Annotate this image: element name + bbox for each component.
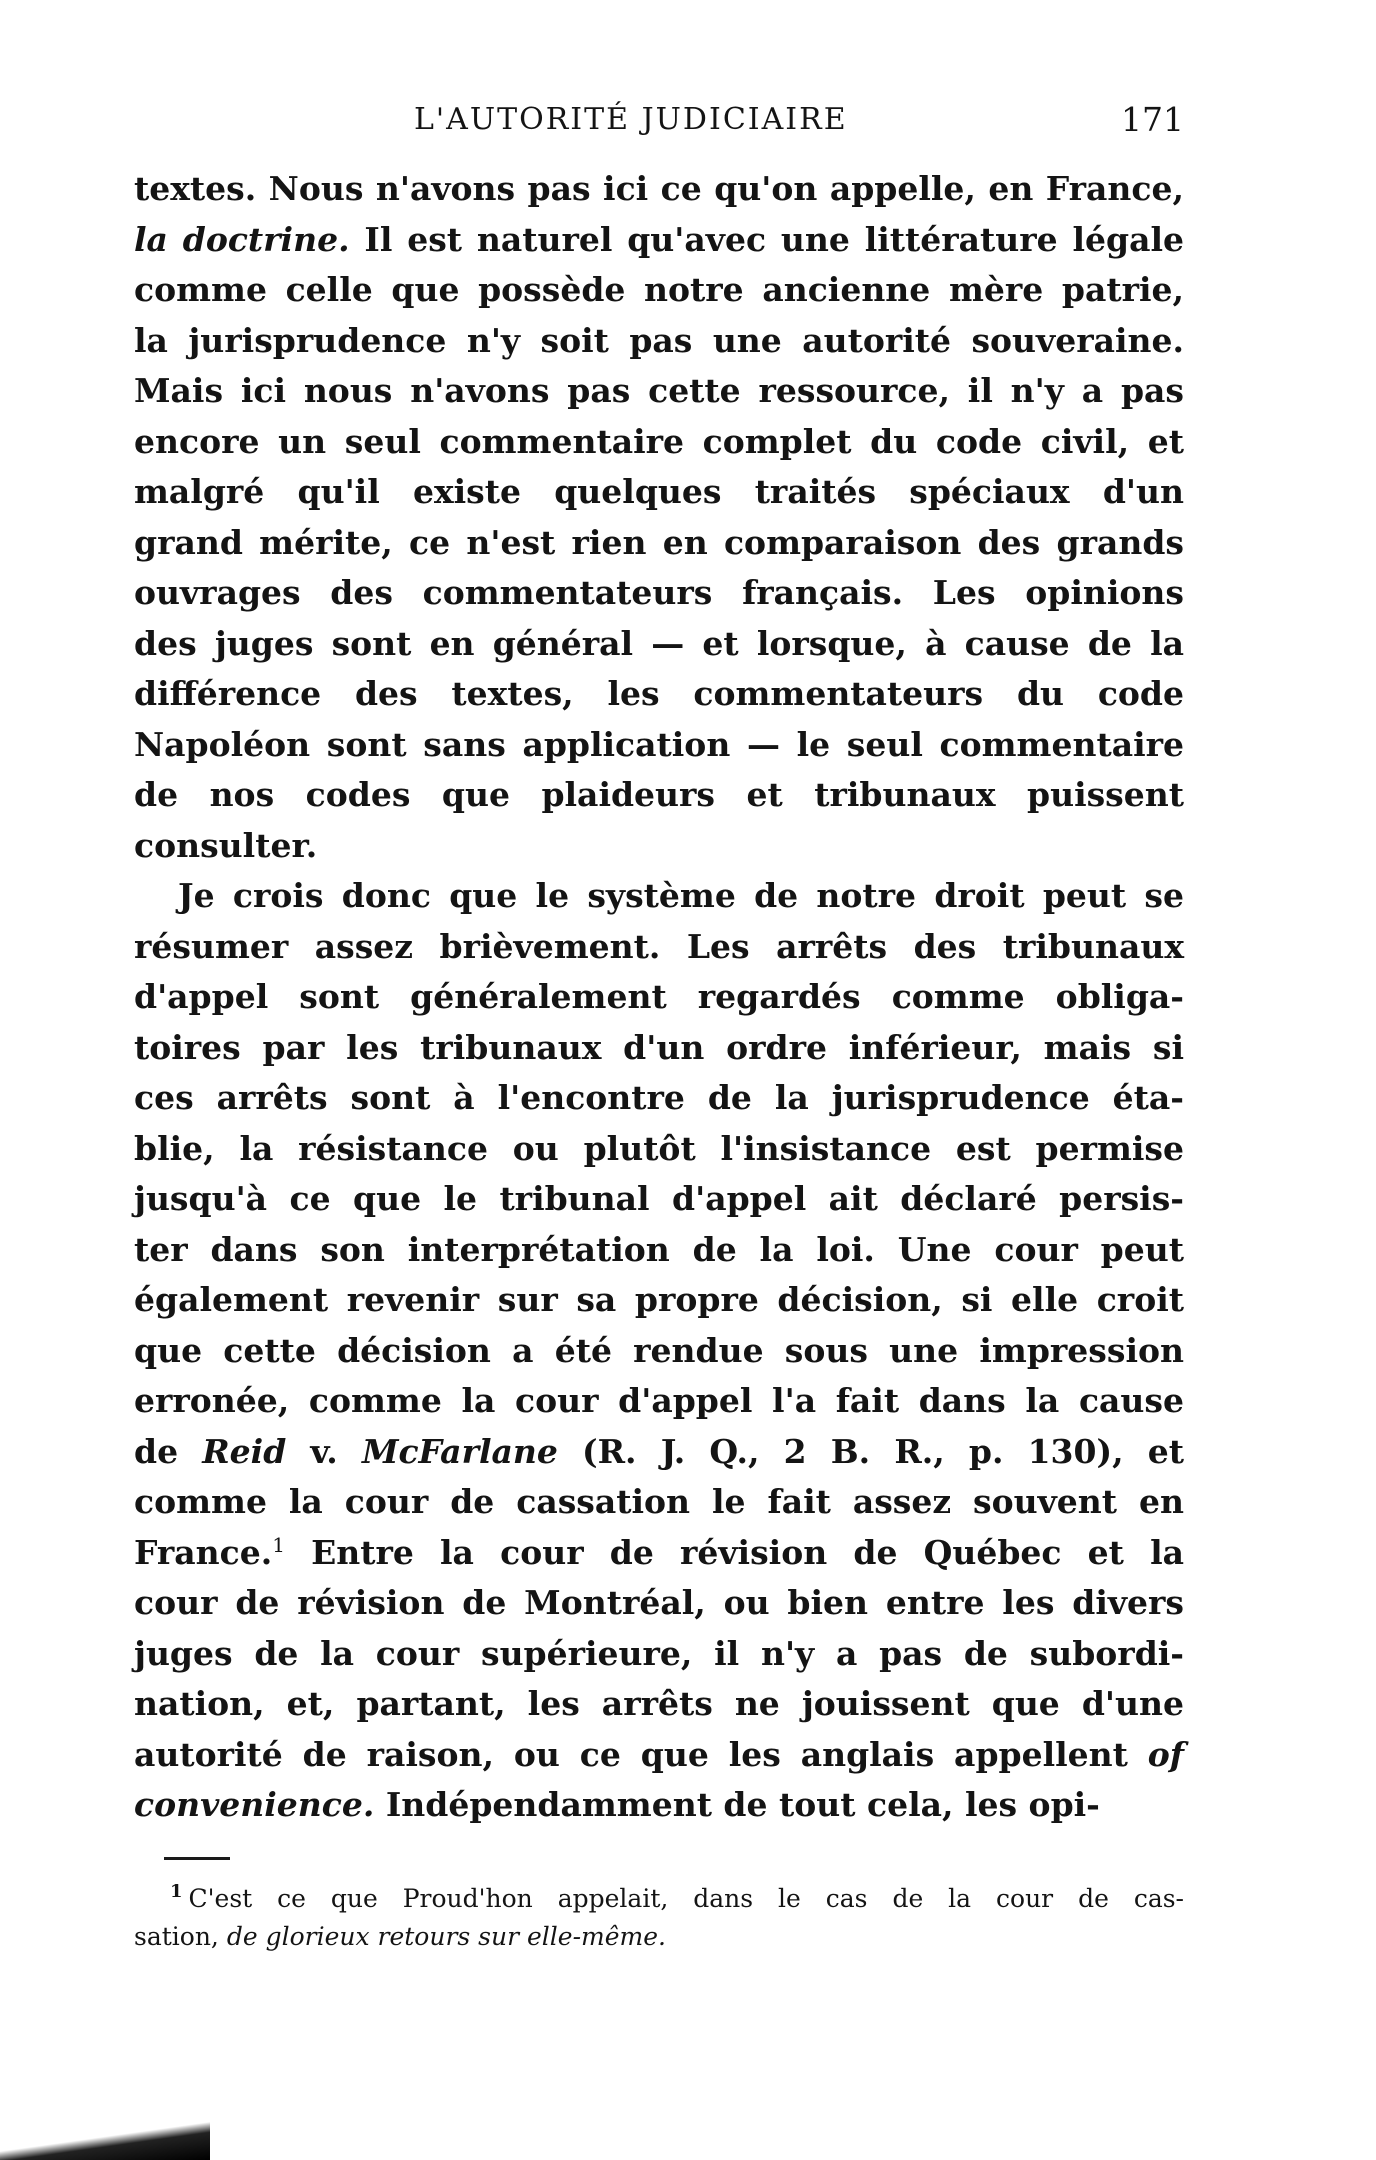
text-run: Indépendamment de tout cela, les opi- — [374, 1785, 1100, 1824]
paragraph-1 — [134, 164, 1184, 871]
text-run: textes. Nous n'avons pas ici ce qu'on appelle, en France, — [134, 169, 1184, 208]
text-line: de nos codes que plaideurs et tribunaux puissent — [134, 775, 1184, 814]
text-run: autorité de raison, ou ce que les anglais appellent — [134, 1734, 1148, 1774]
text-line — [134, 164, 1184, 215]
footnote — [134, 1880, 1184, 1956]
body-text — [134, 164, 1184, 1831]
text-run: (R. J. Q., 2 B. R., p. 130), et — [557, 1431, 1184, 1471]
text-line: blie, la résistance ou plutôt l'insistance est permise — [134, 1128, 1184, 1168]
text-line: comme la cour de cassation le fait assez souvent en — [134, 1482, 1184, 1521]
text-line: erronée, comme la cour d'appel l'a fait dans la cause — [134, 1381, 1184, 1420]
text-line: Napoléon sont sans application — le seul commentaire — [134, 724, 1184, 764]
text-run: de — [134, 1431, 203, 1471]
text-line: consulter. — [134, 825, 318, 865]
italic-term: of — [1147, 1734, 1184, 1774]
text-line: cour de révision de Montréal, ou bien entre les divers — [134, 1583, 1184, 1622]
book-page — [134, 90, 1184, 1956]
text-line: nation, et, partant, les arrêts ne jouissent que d'une — [134, 1684, 1184, 1723]
text-run: Entre la cour de révision de Québec et la — [284, 1532, 1184, 1572]
text-line: juges de la cour supérieure, il n'y a pas de subordi- — [134, 1633, 1184, 1673]
text-line: toires par les tribunaux d'un ordre inférieur, mais si — [134, 1027, 1184, 1067]
footnote-divider — [164, 1857, 230, 1860]
footnote-reference: 1 — [272, 1532, 285, 1557]
text-run: C'est ce que Proud'hon appelait, dans le cas de la cour de cas- — [188, 1883, 1184, 1913]
text-line — [134, 215, 1184, 266]
text-line: ouvrages des commentateurs français. Les opinions — [134, 573, 1184, 612]
text-line: Mais ici nous n'avons pas cette ressource, il n'y a pas — [134, 371, 1184, 410]
text-line: résumer assez brièvement. Les arrêts des tribunaux — [134, 926, 1184, 966]
text-line: des juges sont en général — et lorsque, à cause de la — [134, 623, 1184, 663]
text-line: comme celle que possède notre ancienne mère patrie, — [134, 270, 1184, 309]
page-number: 171 — [1121, 100, 1184, 139]
footnote-line — [134, 1918, 1184, 1956]
text-line: malgré qu'il existe quelques traités spéciaux d'un — [134, 472, 1184, 511]
text-line: que cette décision a été rendue sous une impression — [134, 1330, 1184, 1370]
text-line — [134, 1780, 1184, 1831]
text-line: la jurisprudence n'y soit pas une autorité souveraine. — [134, 320, 1184, 360]
text-line: encore un seul commentaire complet du code civil, et — [134, 421, 1184, 461]
text-line: jusqu'à ce que le tribunal d'appel ait déclaré persis- — [134, 1179, 1184, 1218]
case-name-italic: Reid — [202, 1431, 287, 1471]
scan-edge-shadow — [0, 2120, 210, 2160]
text-line — [134, 1427, 1184, 1478]
text-line: également revenir sur sa propre décision, si elle croit — [134, 1280, 1184, 1319]
footnote-line — [134, 1880, 1184, 1918]
footnote-marker: 1 — [170, 1880, 183, 1902]
italic-term: convenience. — [134, 1785, 375, 1824]
case-name-italic: McFarlane — [361, 1431, 558, 1471]
text-line — [134, 871, 1184, 922]
text-line: grand mérite, ce n'est rien en comparaison des grands — [134, 522, 1184, 562]
text-line — [134, 1528, 1184, 1579]
text-run: Je crois donc que le système de notre droit peut se — [178, 876, 1184, 915]
text-run: France. — [134, 1532, 273, 1572]
paragraph-2 — [134, 871, 1184, 1831]
text-line — [134, 1730, 1184, 1781]
text-line: différence des textes, les commentateurs du code — [134, 674, 1184, 713]
text-run: Il est naturel qu'avec une littérature légale — [349, 219, 1184, 259]
text-run: v. — [286, 1431, 362, 1471]
text-line: ter dans son interprétation de la loi. Une cour peut — [134, 1229, 1184, 1269]
text-run: sation, — [134, 1921, 227, 1951]
italic-phrase: de glorieux retours sur elle-même. — [226, 1921, 666, 1951]
italic-term: la doctrine. — [134, 219, 350, 259]
text-line: d'appel sont généralement regardés comme obliga- — [134, 977, 1184, 1016]
running-title: L'AUTORITÉ JUDICIAIRE — [414, 102, 848, 137]
text-line: ces arrêts sont à l'encontre de la jurisprudence éta- — [134, 1078, 1184, 1117]
page-header — [134, 90, 1184, 150]
